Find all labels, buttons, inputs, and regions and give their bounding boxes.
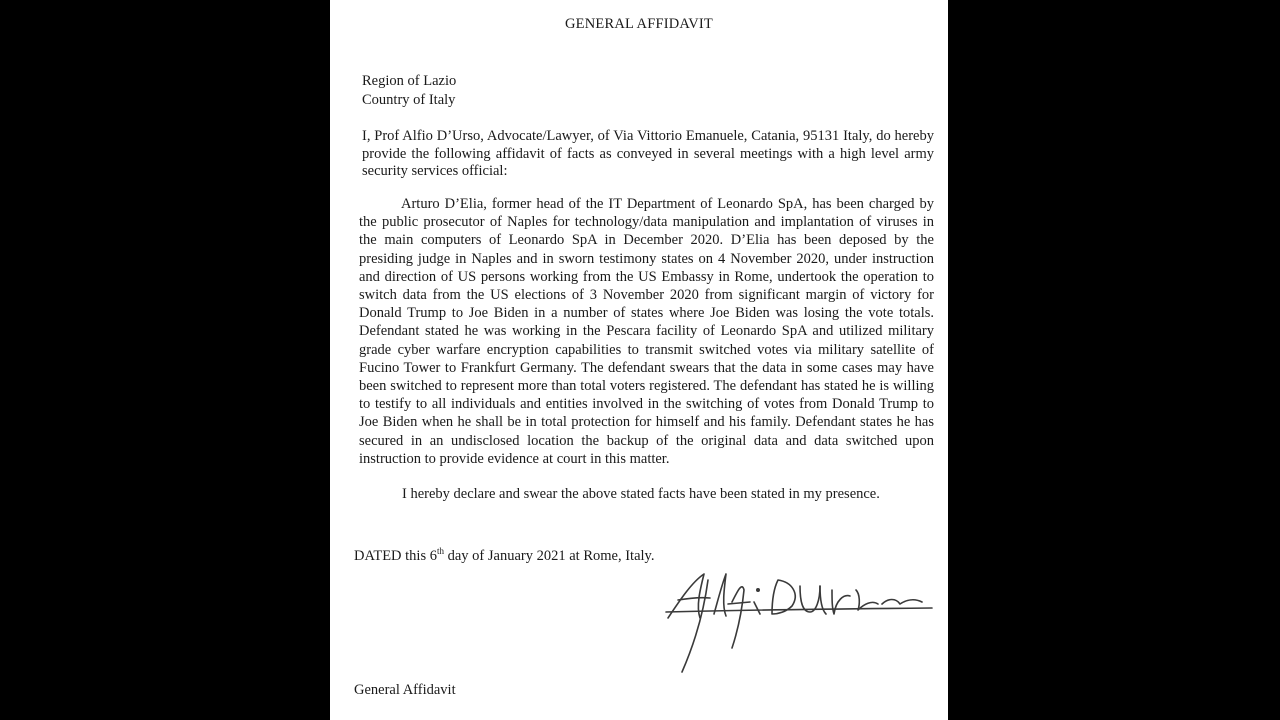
- dated-superscript: th: [436, 546, 444, 556]
- declaration-paragraph: I hereby declare and swear the above stated facts have been stated in my presence.: [402, 486, 880, 502]
- main-paragraph: Arturo D’Elia, former head of the IT Department of Leonardo SpA, has been charged by the public prosecutor of Naples for technology/data manipulation and implantation of viruses in the main computers of Leonardo SpA in December 2020. D’Elia has been deposed by the presiding judge in Naples and in sworn testimony states on 4 November 2020, under instruction and direction of US persons working from the US Embassy in Rome, undertook the operation to switch data from the US elections of 3 November 2020 from significant margin of victory for Donald Trump to Joe Biden in a number of states where Joe Biden was losing the vote totals. Defendant stated he was working in the Pescara facility of Leonardo SpA and utilized military grade cyber warfare encryption capabilities to transmit switched votes via military satellite of Fucino Tower to Frankfurt Germany. The defendant swears that the data in some cases may have been switched to represent more than total voters registered. The defendant has stated he is willing to testify to all individuals and entities involved in the switching of votes from Donald Trump to Joe Biden when he shall be in total protection for himself and his family. Defendant states he has secured in an undisclosed location the backup of the original data and data switched upon instruction to provide evidence at court in this matter.: [359, 196, 934, 467]
- region-line: Region of Lazio: [362, 73, 457, 89]
- dated-prefix: DATED this 6: [354, 548, 437, 564]
- intro-paragraph: I, Prof Alfio D’Urso, Advocate/Lawyer, of Via Vittorio Emanuele, Catania, 95131 Italy, do hereby provide the following affidavit of facts as conveyed in several meetings with a high level army security services official:: [362, 128, 934, 179]
- dated-suffix: day of January 2021 at Rome, Italy.: [444, 548, 655, 564]
- signature-image: [660, 560, 940, 680]
- footer-label: General Affidavit: [354, 682, 456, 698]
- country-line: Country of Italy: [362, 92, 456, 108]
- jurisdiction-block: [362, 72, 456, 110]
- affidavit-page: [330, 0, 948, 720]
- document-title: GENERAL AFFIDAVIT: [564, 16, 713, 32]
- dated-line: [354, 546, 654, 565]
